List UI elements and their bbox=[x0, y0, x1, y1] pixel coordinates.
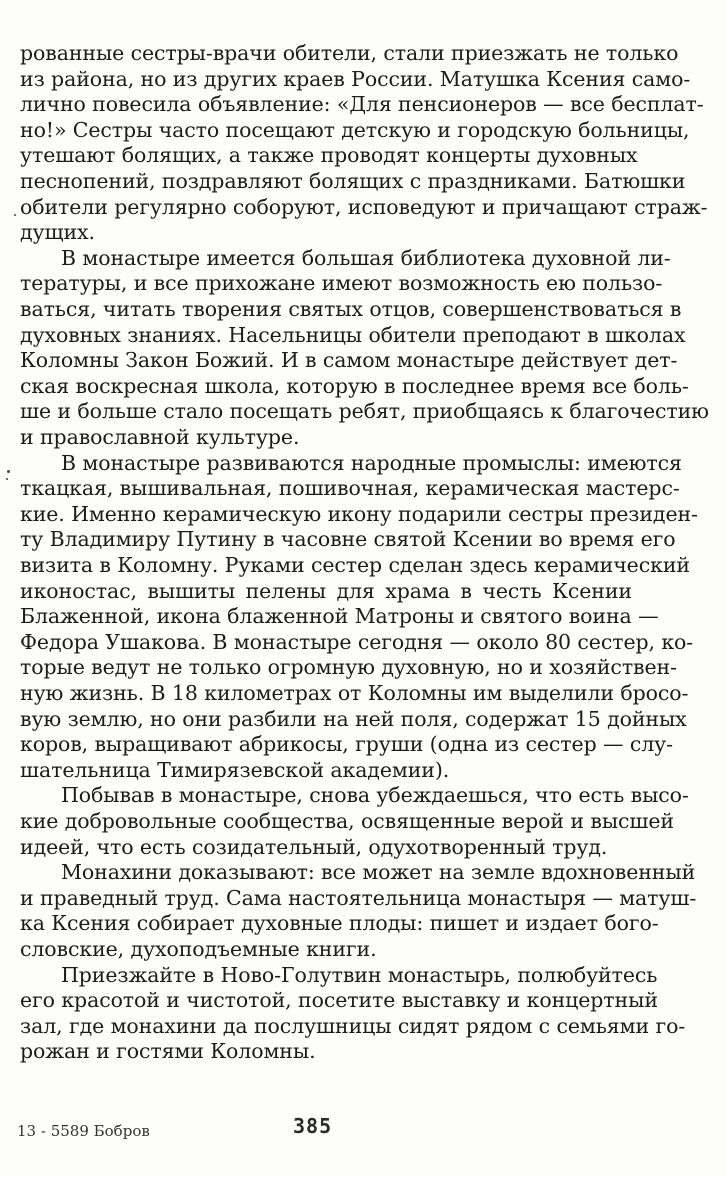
text-line: торые ведут не только огромную духовную, но и хозяйствен- bbox=[20, 655, 677, 680]
text-line: кие. Именно керамическую икону подарили сестры президен- bbox=[20, 501, 698, 526]
text-line: ка Ксения собирает духовные плоды: пишет и издает бого- bbox=[20, 911, 659, 936]
text-line: но!» Сестры часто посещают детскую и городскую больницы, bbox=[20, 117, 690, 142]
text-line: ную жизнь. В 18 километрах от Коломны им выделили бросо- bbox=[20, 681, 689, 705]
paragraph-start-line: Побывав в монастыре, снова убеждаешься, что есть высо- bbox=[61, 783, 689, 808]
paragraph-start-line: В монастыре развиваются народные промыслы: имеются bbox=[61, 450, 682, 475]
printer-signature: 13 - 5589 Бобров bbox=[17, 1122, 150, 1140]
text-line: Федора Ушакова. В монастыре сегодня — около 80 сестер, ко- bbox=[20, 629, 694, 654]
scan-speck bbox=[6, 478, 8, 480]
text-line: шательница Тимирязевской академии). bbox=[20, 757, 450, 782]
text-line: рожан и гостями Коломны. bbox=[20, 1039, 316, 1064]
text-line: духовных знаниях. Насельницы обители преподают в школах bbox=[20, 322, 686, 347]
page-number: 385 bbox=[293, 1114, 333, 1138]
text-line: его красотой и чистотой, посетите выставку и концертный bbox=[20, 988, 658, 1013]
text-line: ская воскресная школа, которую в последнее время все боль- bbox=[20, 373, 689, 398]
text-line: песнопений, поздравляют болящих с праздниками. Батюшки bbox=[20, 169, 686, 193]
text-line: и праведный труд. Сама настоятельница монастыря — матуш- bbox=[20, 885, 697, 910]
text-line: тературы, и все прихожане имеют возможность ею пользо- bbox=[20, 271, 663, 296]
text-line: лично повесила объявление: «Для пенсионеров — все бесплат- bbox=[20, 92, 704, 117]
text-line: Коломны Закон Божий. И в самом монастыре действует дет- bbox=[20, 348, 678, 373]
paragraph-start-line: Монахини доказывают: все может на земле вдохновенный bbox=[61, 860, 696, 885]
text-line: словские, духоподъемные книги. bbox=[20, 937, 377, 961]
scan-speck bbox=[14, 214, 16, 216]
text-line: из района, но из других краев России. Матушка Ксения само- bbox=[20, 66, 691, 91]
text-line: иконостас, вышиты пелены для храма в честь Ксении bbox=[20, 578, 632, 603]
text-line: обители регулярно соборуют, исповедуют и причащают страж- bbox=[20, 194, 708, 219]
text-line: Блаженной, икона блаженной Матроны и святого воина — bbox=[20, 604, 659, 629]
text-line: визита в Коломну. Руками сестер сделан здесь керамический bbox=[20, 553, 690, 577]
text-line: и православной культуре. bbox=[20, 425, 300, 449]
text-line: утешают болящих, а также проводят концерты духовных bbox=[20, 143, 638, 168]
text-line: кие добровольные сообщества, освященные верой и высшей bbox=[20, 809, 674, 833]
text-line: вую землю, но они разбили на ней поля, содержат 15 дойных bbox=[20, 706, 687, 731]
text-line: ше и больше стало посещать ребят, приобщаясь к благочестию bbox=[20, 399, 709, 424]
text-line: зал, где монахини да послушницы сидят рядом с семьями го- bbox=[20, 1013, 686, 1038]
text-line: коров, выращивают абрикосы, груши (одна из сестер — слу- bbox=[20, 732, 673, 757]
paragraph-start-line: Приезжайте в Ново-Голутвин монастырь, полюбуйтесь bbox=[61, 962, 658, 987]
paragraph-start-line: В монастыре имеется большая библиотека духовной ли- bbox=[61, 245, 671, 270]
text-line: идеей, что есть созидательный, одухотворенный труд. bbox=[20, 834, 608, 859]
text-line: дущих. bbox=[20, 220, 95, 245]
scan-speck bbox=[7, 470, 10, 473]
text-line: рованные сестры-врачи обители, стали приезжать не только bbox=[20, 41, 679, 65]
text-line: ту Владимиру Путину в часовне святой Ксении во время его bbox=[20, 527, 676, 552]
text-line: ткацкая, вышивальная, пошивочная, керамическая мастерс- bbox=[20, 476, 680, 501]
text-line: ваться, читать творения святых отцов, совершенствоваться в bbox=[20, 297, 682, 321]
